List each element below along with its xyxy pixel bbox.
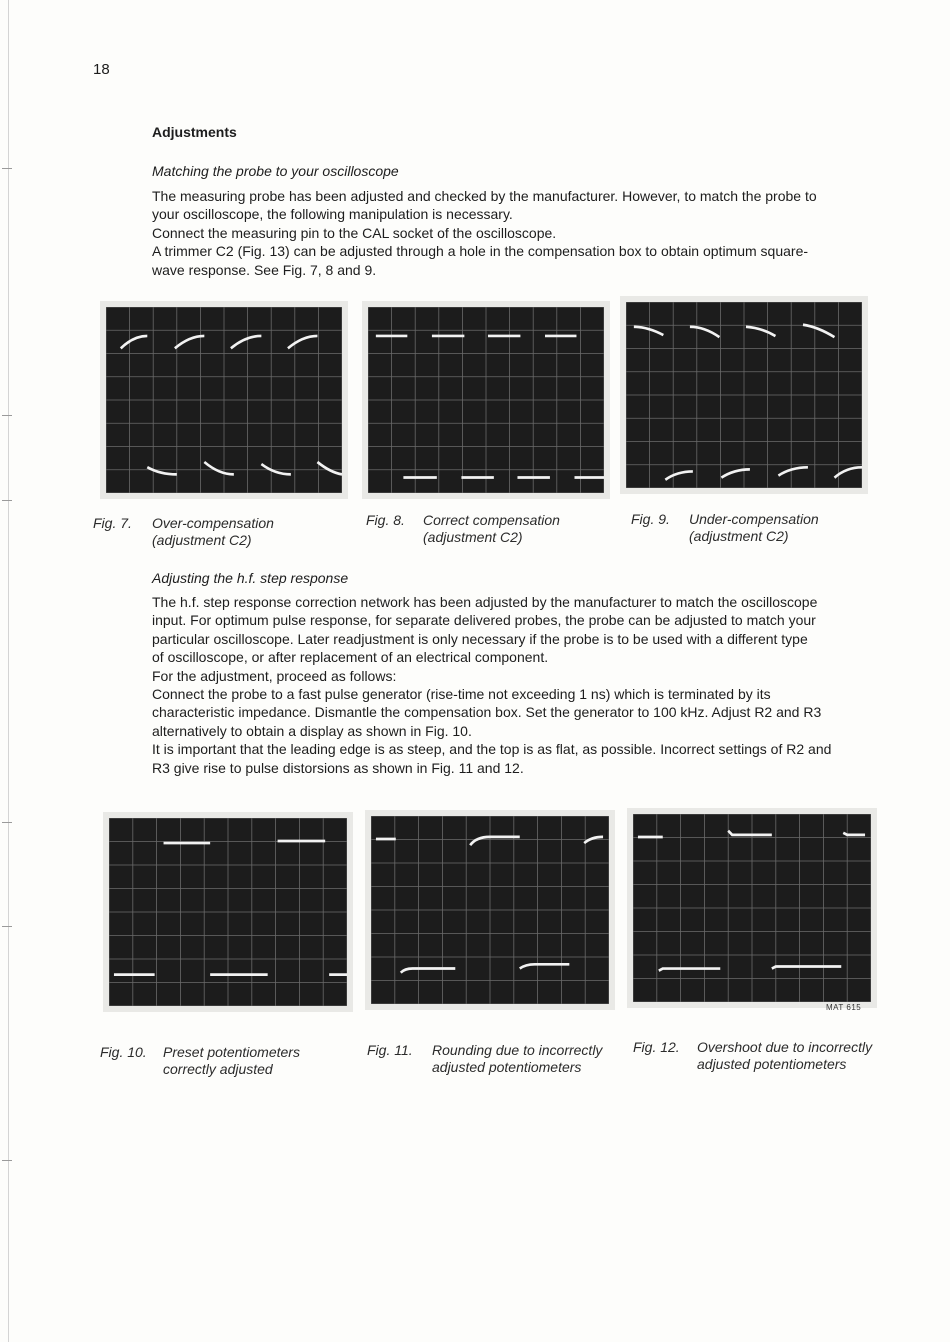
margin-tick <box>2 822 12 823</box>
oscilloscope-screen-fig12 <box>627 808 877 1008</box>
figure-number: Fig. 8. <box>366 512 405 528</box>
waveform-under-compensation <box>626 302 862 488</box>
figure-caption-line: (adjustment C2) <box>152 532 252 548</box>
oscilloscope-screen-fig11 <box>365 810 615 1010</box>
margin-tick <box>2 415 12 416</box>
figure-caption-line: Over-compensation <box>152 515 274 531</box>
waveform-pulse-rounding <box>371 816 609 1004</box>
matching-heading: Matching the probe to your oscilloscope <box>152 163 399 179</box>
figure-number: Fig. 11. <box>367 1042 413 1058</box>
section-title: Adjustments <box>152 124 237 140</box>
margin-tick <box>2 1160 12 1161</box>
figure-caption-fig7 <box>93 515 353 551</box>
mat-reference-label: MAT 615 <box>826 1003 862 1012</box>
hf-paragraph <box>152 593 831 777</box>
waveform-over-compensation <box>106 307 342 493</box>
figure-caption-line: adjusted potentiometers <box>697 1056 847 1072</box>
waveform-pulse-correct <box>109 818 347 1006</box>
figure-caption-line: Under-compensation <box>689 511 819 527</box>
figure-caption-line: Overshoot due to incorrectly <box>697 1039 873 1055</box>
figure-caption-fig10 <box>100 1044 360 1080</box>
waveform-correct-compensation <box>368 307 604 493</box>
text-line: wave response. See Fig. 7, 8 and 9. <box>152 261 377 278</box>
figure-caption-line: (adjustment C2) <box>423 529 523 545</box>
oscilloscope-screen-fig7 <box>100 301 348 499</box>
oscilloscope-screen-fig9 <box>620 296 868 494</box>
text-line: Connect the measuring pin to the CAL socket of the oscilloscope. <box>152 224 557 241</box>
figure-number: Fig. 12. <box>633 1039 680 1055</box>
text-line: A trimmer C2 (Fig. 13) can be adjusted through a hole in the compensation box to obtain optimum square- <box>152 243 809 260</box>
figure-caption-line: adjusted potentiometers <box>432 1059 582 1075</box>
figure-number: Fig. 9. <box>631 511 670 527</box>
text-line: It is important that the leading edge is as steep, and the top is as flat, as possible. Incorrect settings of R2 and <box>152 741 832 758</box>
figure-caption-line: Correct compensation <box>423 512 560 528</box>
figure-caption-line: (adjustment C2) <box>689 528 789 544</box>
text-line: For the adjustment, proceed as follows: <box>152 667 397 684</box>
oscilloscope-screen-fig8 <box>362 301 610 499</box>
text-line: input. For optimum pulse response, for separate delivered probes, the probe can be adjusted to match your <box>152 612 816 629</box>
text-line: particular oscilloscope. Later readjustment is only necessary if the probe is to be used with a different type <box>152 630 808 647</box>
text-line: characteristic impedance. Dismantle the compensation box. Set the generator to 100 kHz. Adjust R2 and R3 <box>152 704 822 721</box>
oscilloscope-screen-fig10 <box>103 812 353 1012</box>
figure-caption-fig12 <box>633 1039 893 1075</box>
text-line: your oscilloscope, the following manipulation is necessary. <box>152 206 513 223</box>
text-line: The h.f. step response correction network has been adjusted by the manufacturer to match the oscilloscope <box>152 594 818 610</box>
figure-number: Fig. 10. <box>100 1044 147 1060</box>
margin-tick <box>2 926 12 927</box>
page-number: 18 <box>93 61 110 78</box>
matching-paragraph <box>152 187 817 279</box>
margin-tick <box>2 168 12 169</box>
text-line: R3 give rise to pulse distorsions as shown in Fig. 11 and 12. <box>152 759 524 776</box>
margin-tick <box>2 500 12 501</box>
text-line: Connect the probe to a fast pulse generator (rise-time not exceeding 1 ns) which is terminated by its <box>152 686 771 703</box>
hf-heading: Adjusting the h.f. step response <box>152 570 349 586</box>
page-margin-line <box>8 0 9 1342</box>
figure-caption-fig11 <box>367 1042 627 1078</box>
waveform-pulse-overshoot <box>633 814 871 1002</box>
text-line: The measuring probe has been adjusted and checked by the manufacturer. However, to match the probe to <box>152 188 817 204</box>
figure-number: Fig. 7. <box>93 515 132 531</box>
figure-caption-fig9 <box>631 511 881 547</box>
figure-caption-line: correctly adjusted <box>163 1061 273 1077</box>
figure-caption-fig8 <box>366 512 616 548</box>
text-line: alternatively to obtain a display as shown in Fig. 10. <box>152 722 472 739</box>
figure-caption-line: Rounding due to incorrectly <box>432 1042 603 1058</box>
text-line: of oscilloscope, or after replacement of an electrical component. <box>152 649 549 666</box>
figure-caption-line: Preset potentiometers <box>163 1044 300 1060</box>
